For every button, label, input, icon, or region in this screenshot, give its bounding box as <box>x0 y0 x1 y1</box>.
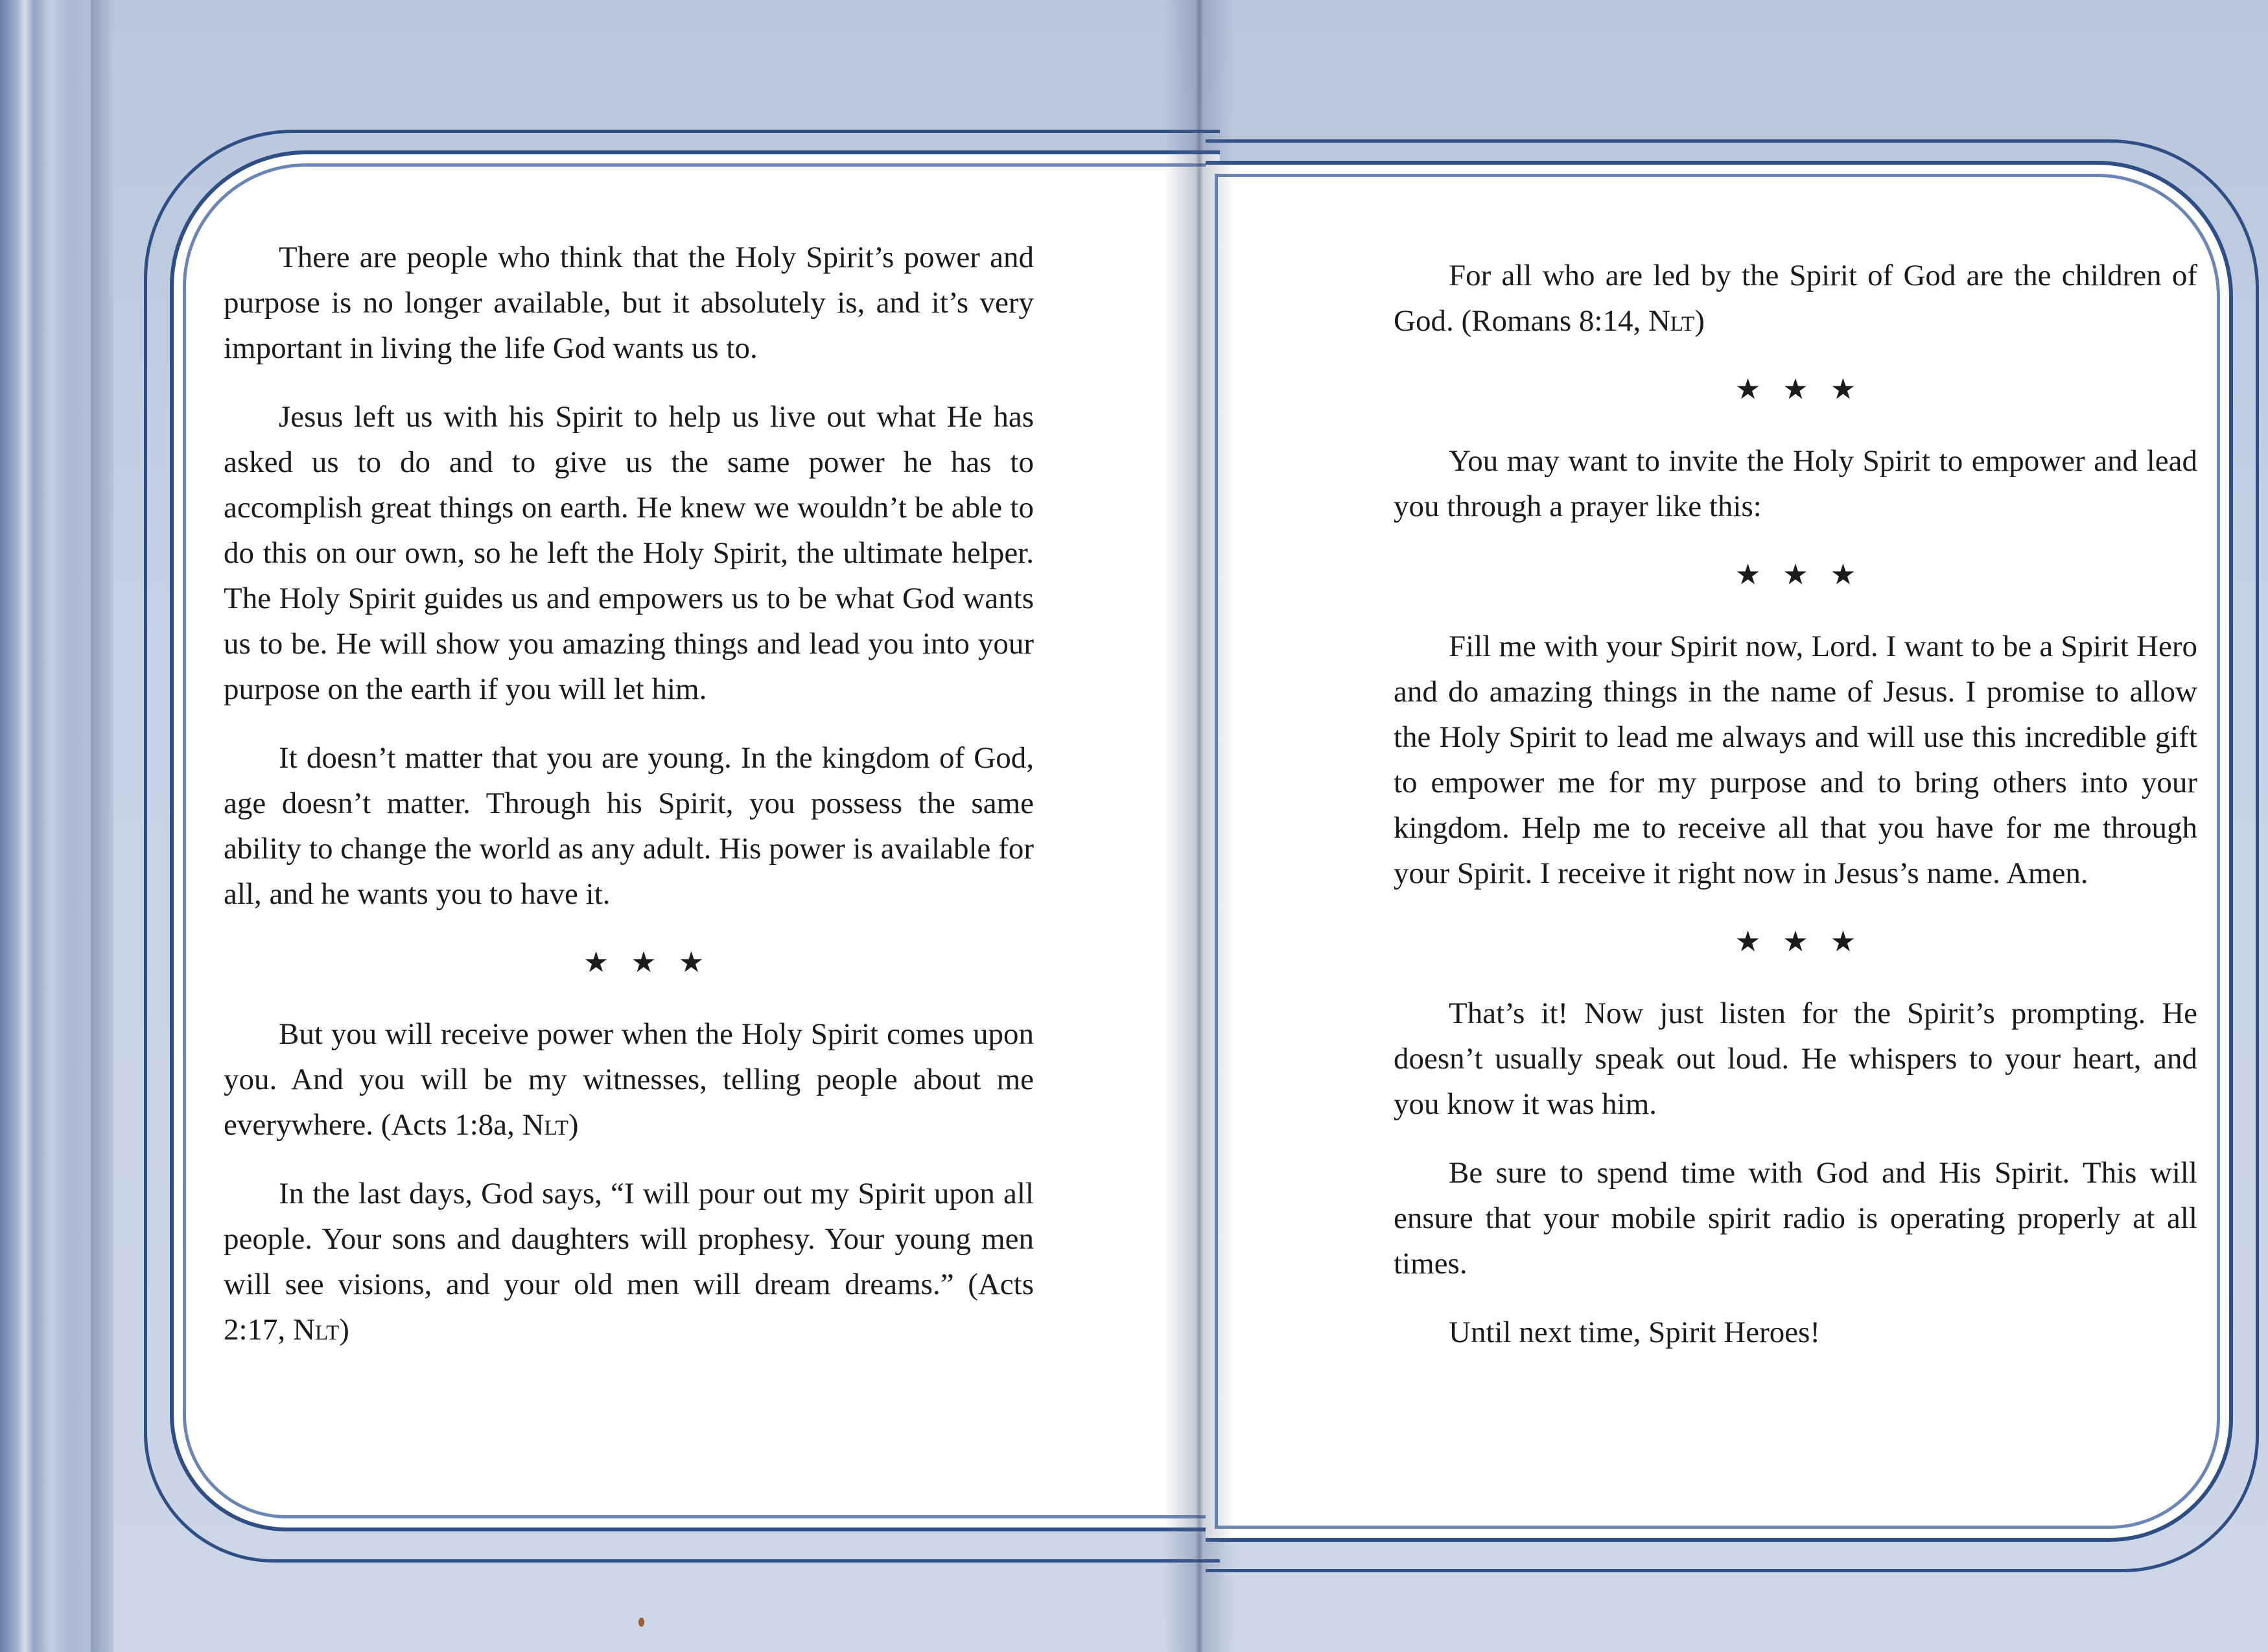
bible-version: Nlt <box>1648 304 1695 338</box>
star-separator: ★★★ <box>1735 373 1878 405</box>
paper-speck <box>638 1618 644 1627</box>
book-page-edges <box>0 0 113 1652</box>
star-separator: ★★★ <box>583 947 727 978</box>
quote-close: ) <box>568 1108 579 1142</box>
paragraph: Jesus left us with his Spirit to help us live out what He has asked us to do and to give us the same power he has to accomplish great things on earth. He knew we wouldn’t be able to do this on our own, so he left the Holy Spirit, the ultimate helper. The Holy Spirit guides us and empowers us to be what God wants us to be. He will show you amazing things and lead you into your purpose on the earth if you will let him. <box>224 400 1034 706</box>
bible-version: Nlt <box>293 1313 340 1347</box>
paragraph: There are people who think that the Holy Spirit’s power and purpose is no longer available, but it absolutely is, and it’s very important in living the life God wants us to. <box>224 241 1034 365</box>
bible-version: Nlt <box>522 1108 568 1142</box>
quote-text: But you will receive power when the Holy Spirit comes upon you. And you will be my witnesses, telling people about me everywhere. (Acts 1:8a, <box>224 1017 1034 1142</box>
paragraph: Be sure to spend time with God and His Spirit. This will ensure that your mobile spirit radio is operating properly at all times. <box>1394 1156 2197 1280</box>
paragraph: That’s it! Now just listen for the Spirit’s prompting. He doesn’t usually speak out loud. He whispers to your heart, and you know it was him. <box>1394 997 2197 1121</box>
right-page-text <box>1394 253 2197 1378</box>
quote-close: ) <box>339 1313 349 1347</box>
scripture-quote-acts-2-17 <box>224 1171 1034 1352</box>
invite-paragraph: You may want to invite the Holy Spirit to empower and lead you through a prayer like this: <box>1394 444 2197 523</box>
quote-close: ) <box>1694 304 1705 338</box>
quote-text: In the last days, God says, “I will pour out my Spirit upon all people. Your sons and daughters will prophesy. Your young men will see visions, and your old men will dream dreams.” (Acts 2:17, <box>224 1177 1034 1347</box>
quote-text: For all who are led by the Spirit of God are the children of God. (Romans 8:14, <box>1394 259 2197 338</box>
left-page-text <box>224 235 1034 1376</box>
star-separator: ★★★ <box>1735 926 1878 958</box>
closing-line: Until next time, Spirit Heroes! <box>1449 1316 1821 1349</box>
prayer-paragraph: Fill me with your Spirit now, Lord. I want to be a Spirit Hero and do amazing things in the name of Jesus. I promise to allow the Holy Spirit to lead me always and will use this incredible gift to empower me for my purpose and to bring others into your kingdom. Help me to receive all that you have for me through your Spirit. I receive it right now in Jesus’s name. Amen. <box>1394 630 2197 890</box>
star-separator: ★★★ <box>1735 559 1878 591</box>
scripture-quote-acts-1-8 <box>224 1011 1034 1148</box>
scripture-quote-romans-8-14 <box>1394 253 2197 344</box>
paragraph: It doesn’t matter that you are young. In the kingdom of God, age doesn’t matter. Through his Spirit, you possess the same ability to change the world as any adult. His power is available for all, and he wants you to have it. <box>224 741 1034 911</box>
